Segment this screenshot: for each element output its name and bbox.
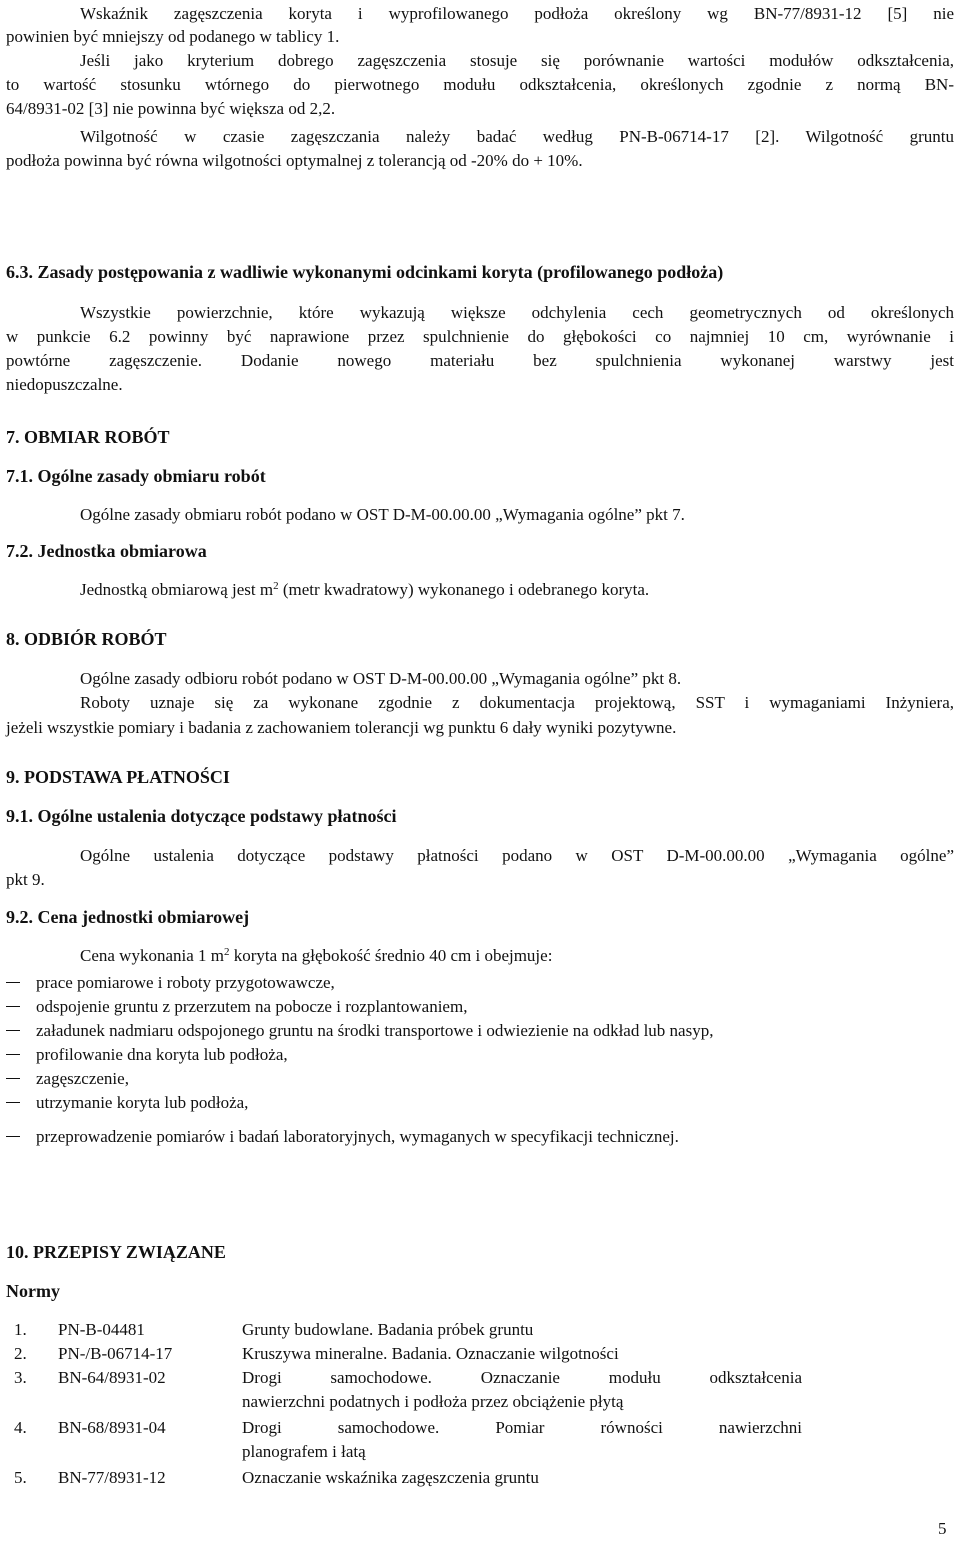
norm-title: Drogi samochodowe. Oznaczanie modułu odkształcenia	[242, 1368, 802, 1387]
normy-heading: Normy	[6, 1281, 60, 1301]
intro-line-6: Wilgotność w czasie zagęszczania należy badać według PN-B-06714-17 [2]. Wilgotność gruntu	[80, 127, 954, 146]
dash-bullet	[6, 1102, 20, 1103]
dash-bullet	[6, 982, 20, 983]
intro-line-3: Jeśli jako kryterium dobrego zagęszczenia stosuje się porównanie wartości modułów odkształcenia,	[80, 51, 954, 70]
page-number: 5	[938, 1519, 947, 1538]
dash-bullet	[6, 1054, 20, 1055]
norm-code: BN-68/8931-04	[58, 1418, 166, 1437]
superscript-2: 2	[224, 946, 230, 958]
norm-title-continued: nawierzchni podatnych i podłoża przez obciążenie płytą	[242, 1392, 624, 1411]
dash-bullet	[6, 1136, 20, 1137]
intro-line-7: podłoża powinna być równa wilgotności optymalnej z tolerancją od -20% do + 10%.	[6, 151, 583, 170]
section-7-1-title: 7.1. Ogólne zasady obmiaru robót	[6, 466, 266, 486]
s63-line-3: powtórne zagęszczenie. Dodanie nowego materiału bez spulchnienia wykonanej warstwy jest	[6, 351, 954, 370]
norm-title: Kruszywa mineralne. Badania. Oznaczanie wilgotności	[242, 1344, 619, 1363]
s72-text: Jednostką obmiarową jest $m^2$ (metr kwadratowy) wykonanego i odebranego koryta.	[80, 580, 650, 599]
intro-line-2: powinien być mniejszy od podanego w tablicy 1.	[6, 27, 340, 46]
intro-line-1: Wskaźnik zagęszczenia koryta i wyprofilowanego podłoża określony wg BN-77/8931-12 [5] nie	[80, 4, 954, 23]
norm-code: PN-B-04481	[58, 1320, 145, 1339]
norm-title: Grunty budowlane. Badania próbek gruntu	[242, 1320, 534, 1339]
document-page: Wskaźnik zagęszczenia koryta i wyprofilowanego podłoża określony wg BN-77/8931-12 [5] nie powinien być mniejszy od podanego w tablicy 1. Jeśli jako kryterium dobrego zagęszczenia stosuje się porównanie wartości modułów odkształcenia, to wartość stosunku wtórnego do pierwotnego modułu odkształcenia, określonych zgodnie z normą BN- 64/8931-02 [3] nie powinna być większa od 2,2. Wilgotność w czasie zagęszczania należy badać według PN-B-06714-17 [2]. Wilgotność gruntu podłoża powinna być równa wilgotności optymalnej z tolerancją od -20% do + 10%. 6.3. Zasady postępowania z wadliwie wykonanymi odcinkami koryta (profilowanego podłoża) Wszystkie powierzchnie, które wykazują większe odchylenia cech geometrycznych od określonych w punkcie 6.2 powinny być naprawione przez spulchnienie do głębokości co najmniej 10 cm, wyrównanie i powtórne zagęszczenie. Dodanie nowego materiału bez spulchnienia wykonanej warstwy jest niedopuszczalne. 7. OBMIAR ROBÓT 7.1. Ogólne zasady obmiaru robót Ogólne zasady obmiaru robót podano w OST D-M-00.00.00 „Wymagania ogólne” pkt 7. 7.2. Jednostka obmiarowa Jednostką obmiarową jest $m^2$ (metr kwadratowy) wykonanego i odebranego koryta. 8. ODBIÓR ROBÓT Ogólne zasady odbioru robót podano w OST D-M-00.00.00 „Wymagania ogólne” pkt 8. Roboty uznaje się za wykonane zgodnie z dokumentacja projektową, SST i wymaganiami Inżyniera, jeżeli wszystkie pomiary i badania z zachowaniem tolerancji wg punktu 6 dały wyniki pozytywne. 9. PODSTAWA PŁATNOŚCI 9.1. Ogólne ustalenia dotyczące podstawy płatności Ogólne ustalenia dotyczące podstawy płatności podano w OST D-M-00.00.00 „Wymagania ogólne” pkt 9. 9.2. Cena jednostki obmiarowej Cena wykonania 1 $m^2$ koryta na głębokość średnio 40 cm i obejmuje: prace pomiarowe i roboty przygotowawcze, odspojenie gruntu z przerzutem na pobocze i rozplantowaniem, załadunek nadmiaru odspojonego gruntu na środki transportowe i odwiezienie na odkład lub nasyp, profilowanie dna koryta lub podłoża, zagęszczenie, utrzymanie koryta lub podłoża, przeprowadzenie pomiarów i badań laboratoryjnych, wymaganych w specyfikacji technicznej. 10. PRZEPISY ZWIĄZANE Normy 1. PN-B-04481 Grunty budowlane. Badania próbek gruntu 2. PN-/B-06714-17 Kruszywa mineralne. Badania. Oznaczanie wilgotności 3. BN-64/8931-02 Drogi samochodowe. Oznaczanie modułu odkształcenia nawierzchni podatnych i podłoża przez obciążenie płytą 4. BN-68/8931-04 Drogi samochodowe. Pomiar równości nawierzchni planografem i łatą 5. BN-77/8931-12 Oznaczanie wskaźnika zagęszczenia gruntu 5	[6, 4, 954, 1538]
s63-line-2: w punkcie 6.2 powinny być naprawione przez spulchnienie do głębokości co najmniej 10 cm, wyrównanie i	[6, 327, 954, 346]
section-7-title: 7. OBMIAR ROBÓT	[6, 427, 170, 447]
section-6-3-title: 6.3. Zasady postępowania z wadliwie wykonanymi odcinkami koryta (profilowanego podłoża)	[6, 262, 724, 282]
s63-line-1: Wszystkie powierzchnie, które wykazują większe odchylenia cech geometrycznych od określonych	[80, 303, 954, 322]
s71-text: Ogólne zasady obmiaru robót podano w OST D-M-00.00.00 „Wymagania ogólne” pkt 7.	[80, 505, 685, 524]
s91-line-1: Ogólne ustalenia dotyczące podstawy płatności podano w OST D-M-00.00.00 „Wymagania ogólne”	[80, 846, 954, 865]
s8-line-1: Ogólne zasady odbioru robót podano w OST D-M-00.00.00 „Wymagania ogólne” pkt 8.	[80, 669, 682, 688]
norm-title-continued: planografem i łatą	[242, 1442, 366, 1461]
section-9-title: 9. PODSTAWA PŁATNOŚCI	[6, 767, 230, 787]
intro-line-4: to wartość stosunku wtórnego do pierwotnego modułu odkształcenia, określonych zgodnie z normą BN-	[6, 75, 954, 94]
s8-line-3: jeżeli wszystkie pomiary i badania z zachowaniem tolerancji wg punktu 6 dały wyniki pozytywne.	[6, 718, 677, 737]
section-9-2-title: 9.2. Cena jednostki obmiarowej	[6, 907, 250, 927]
s8-line-2: Roboty uznaje się za wykonane zgodnie z dokumentacja projektową, SST i wymaganiami Inżyniera,	[80, 693, 954, 712]
section-9-1-title: 9.1. Ogólne ustalenia dotyczące podstawy płatności	[6, 806, 397, 826]
norm-code: PN-/B-06714-17	[58, 1344, 173, 1363]
section-7-2-title: 7.2. Jednostka obmiarowa	[6, 541, 207, 561]
section-10-title: 10. PRZEPISY ZWIĄZANE	[6, 1242, 226, 1262]
s92-intro: Cena wykonania 1 $m^2$ koryta na głębokość średnio 40 cm i obejmuje:	[80, 946, 553, 965]
s63-line-4: niedopuszczalne.	[6, 375, 123, 394]
intro-line-5: 64/8931-02 [3] nie powinna być większa od 2,2.	[6, 99, 336, 118]
norm-code: BN-77/8931-12	[58, 1468, 166, 1487]
norm-code: BN-64/8931-02	[58, 1368, 166, 1387]
superscript-2: 2	[273, 580, 279, 592]
dash-bullet	[6, 1006, 20, 1007]
norm-title: Drogi samochodowe. Pomiar równości nawierzchni	[242, 1418, 802, 1437]
norm-title: Oznaczanie wskaźnika zagęszczenia gruntu	[242, 1468, 539, 1487]
section-8-title: 8. ODBIÓR ROBÓT	[6, 629, 167, 649]
dash-bullet	[6, 1030, 20, 1031]
dash-bullet	[6, 1078, 20, 1079]
s91-line-2: pkt 9.	[6, 870, 45, 889]
